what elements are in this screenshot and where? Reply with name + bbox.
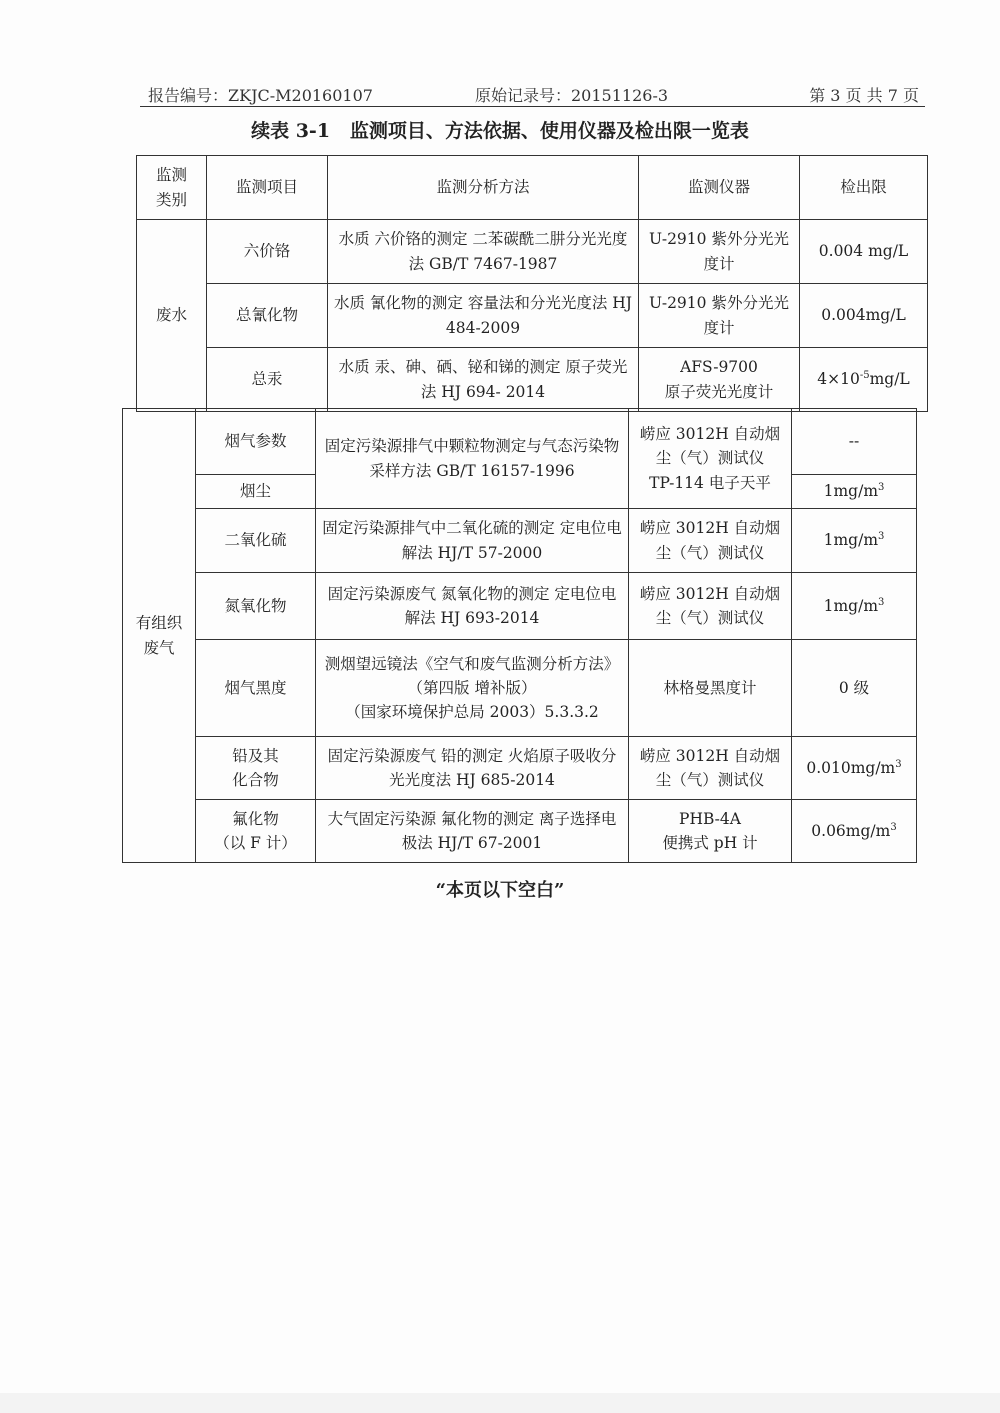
table-row: [123, 800, 917, 863]
limit-cell: 0.004 mg/L: [800, 220, 928, 284]
table-row: [137, 220, 928, 284]
table-row: [137, 348, 928, 412]
header-category: 监测 类别: [137, 156, 207, 220]
method-cell: 大气固定污染源 氟化物的测定 离子选择电极法 HJ/T 67-2001: [316, 800, 629, 863]
method-cell: 固定污染源排气中二氧化硫的测定 定电位电解法 HJ/T 57-2000: [316, 509, 629, 573]
table-title: 续表 3-1 监测项目、方法依据、使用仪器及检出限一览表: [251, 120, 749, 142]
instrument-cell: [629, 409, 792, 509]
table-header-row: [137, 156, 928, 220]
limit-exponent: 3: [890, 821, 897, 833]
header-instrument: 监测仪器: [639, 156, 800, 220]
limit-cell: [792, 800, 917, 863]
report-number: 报告编号：ZKJC-M20160107: [148, 86, 373, 105]
page-header: [140, 80, 925, 107]
item-cell: 烟气参数: [196, 409, 316, 475]
instrument-line: TP-114 电子天平: [649, 473, 771, 492]
record-number: 原始记录号：20151126-3: [475, 86, 669, 105]
method-cell: 水质 汞、砷、硒、铋和锑的测定 原子荧光法 HJ 694- 2014: [328, 348, 639, 412]
blank-page-note: “本页以下空白”: [435, 880, 565, 901]
limit-exponent: 3: [878, 482, 885, 494]
limit-cell: [792, 737, 917, 800]
category-waste-gas: 有组织 废气: [123, 409, 196, 863]
method-cell: 固定污染源排气中颗粒物测定与气态污染物采样方法 GB/T 16157-1996: [316, 409, 629, 509]
limit-cell: 0 级: [792, 640, 917, 737]
table-row: [123, 509, 917, 573]
table-row: [123, 640, 917, 737]
limit-value: 1mg/m: [823, 596, 879, 615]
table-row: [137, 284, 928, 348]
limit-value: 1mg/m: [823, 482, 879, 501]
category-wastewater: 废水: [137, 220, 207, 412]
table-row: [123, 573, 917, 640]
limit-cell: [792, 573, 917, 640]
instrument-cell: U-2910 紫外分光光度计: [639, 284, 800, 348]
limit-value: 0.010mg/m: [806, 758, 896, 777]
method-cell: 水质 六价铬的测定 二苯碳酰二肼分光光度法 GB/T 7467-1987: [328, 220, 639, 284]
instrument-cell: AFS-9700 原子荧光光度计: [639, 348, 800, 412]
limit-exponent: 3: [878, 531, 885, 543]
monitoring-table-upper: [136, 155, 928, 412]
page-number: 第 3 页 共 7 页: [809, 86, 919, 105]
method-cell: 水质 氰化物的测定 容量法和分光光度法 HJ 484-2009: [328, 284, 639, 348]
table-row: [123, 737, 917, 800]
instrument-cell: 崂应 3012H 自动烟尘（气）测试仪: [629, 737, 792, 800]
instrument-cell: U-2910 紫外分光光度计: [639, 220, 800, 284]
item-cell: 二氧化硫: [196, 509, 316, 573]
instrument-line: 崂应 3012H 自动烟尘（气）测试仪: [639, 425, 781, 468]
limit-cell: [800, 348, 928, 412]
instrument-cell: 崂应 3012H 自动烟尘（气）测试仪: [629, 509, 792, 573]
table-row: [123, 409, 917, 475]
item-cell: 铅及其 化合物: [196, 737, 316, 800]
method-cell: 测烟望远镜法《空气和废气监测分析方法》（第四版 增补版） （国家环境保护总局 2003）5.3.3.2: [316, 640, 629, 737]
item-cell: 烟尘: [196, 475, 316, 509]
limit-exponent: -5: [859, 370, 870, 382]
scan-edge: [0, 1393, 1000, 1413]
method-cell: 固定污染源废气 氮氧化物的测定 定电位电解法 HJ 693-2014: [316, 573, 629, 640]
limit-value: 1mg/m: [823, 531, 879, 550]
limit-value: 0.06mg/m: [811, 821, 891, 840]
item-cell: 六价铬: [207, 220, 328, 284]
limit-exponent: 3: [878, 596, 885, 608]
item-cell: 氮氧化物: [196, 573, 316, 640]
method-cell: 固定污染源废气 铅的测定 火焰原子吸收分光光度法 HJ 685-2014: [316, 737, 629, 800]
item-cell: 总汞: [207, 348, 328, 412]
limit-unit: mg/L: [869, 370, 910, 389]
instrument-cell: 林格曼黑度计: [629, 640, 792, 737]
instrument-cell: PHB-4A 便携式 pH 计: [629, 800, 792, 863]
limit-cell: --: [792, 409, 917, 475]
header-limit: 检出限: [800, 156, 928, 220]
limit-cell: [792, 475, 917, 509]
limit-exponent: 3: [895, 758, 902, 770]
item-cell: 烟气黑度: [196, 640, 316, 737]
instrument-cell: 崂应 3012H 自动烟尘（气）测试仪: [629, 573, 792, 640]
item-cell: 总氰化物: [207, 284, 328, 348]
limit-cell: [792, 509, 917, 573]
limit-base: 4×10: [817, 370, 860, 389]
item-cell: 氟化物 （以 F 计）: [196, 800, 316, 863]
header-method: 监测分析方法: [328, 156, 639, 220]
limit-cell: 0.004mg/L: [800, 284, 928, 348]
monitoring-table-lower: [122, 408, 917, 863]
header-item: 监测项目: [207, 156, 328, 220]
